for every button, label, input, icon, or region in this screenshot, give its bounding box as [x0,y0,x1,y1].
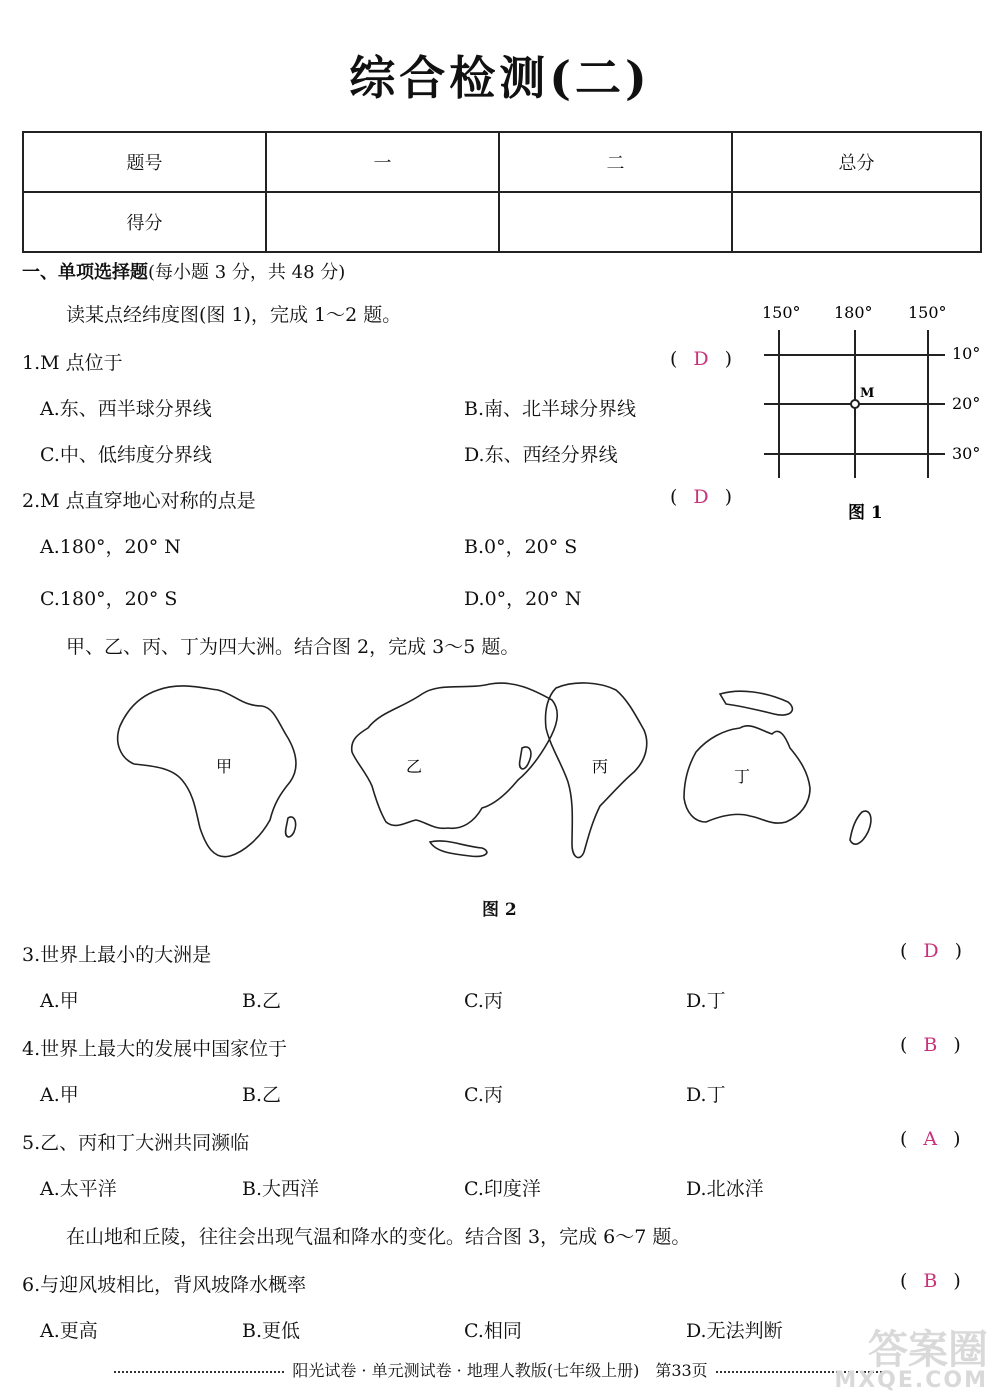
continent-label-jia: 甲 [216,757,233,776]
continent-label-bing: 丙 [592,757,609,776]
q3-option-c: C.丙 [464,990,503,1012]
q2-option-d: D.0°，20° N [464,588,582,610]
q1-option-d: D.东、西经分界线 [464,444,618,466]
q5-option-a: A.太平洋 [40,1178,117,1200]
new-guinea-outline [720,691,792,715]
question-6-answer: ( B ) [900,1270,961,1292]
answer-letter: B [923,1270,938,1292]
question-1-answer: ( D ) [670,348,733,370]
madagascar-outline [286,817,296,837]
q1-option-a: A.东、西半球分界线 [40,398,212,420]
figure-2-continents [110,672,900,872]
new-zealand-outline [850,811,871,844]
question-5-answer: ( A ) [900,1128,961,1150]
indonesia-outline [430,841,487,857]
score-cell-part1 [266,192,499,252]
answer-letter: A [923,1128,938,1150]
q4-option-d: D.丁 [686,1084,726,1106]
question-4-answer: ( B ) [900,1034,961,1056]
figure-1-grid [752,298,992,530]
page-footer [50,1358,950,1381]
q6-option-b: B.更低 [242,1320,301,1342]
header-cell-number: 题号 [23,132,266,192]
q3-option-a: A.甲 [40,990,79,1012]
q4-option-c: C.丙 [464,1084,503,1106]
question-3-stem: 3.世界上最小的大洲是 [22,944,212,966]
answer-letter: D [693,486,709,508]
header-cell-total: 总分 [732,132,981,192]
question-2-stem: 2.M 点直穿地心对称的点是 [22,490,256,512]
question-2-answer: ( D ) [670,486,733,508]
asia-outline [352,683,558,828]
q3-option-d: D.丁 [686,990,726,1012]
q2-option-c: C.180°，20° S [40,588,178,610]
footer-rule-left [114,1371,284,1373]
japan-outline [520,747,531,769]
q4-option-a: A.甲 [40,1084,79,1106]
footer-text: 阳光试卷 · 单元测试卷 · 地理人教版(七年级上册) 第33页 [292,1361,708,1380]
q5-option-d: D.北冰洋 [686,1178,764,1200]
lat-label-20: 20° [952,394,981,413]
answer-letter: D [923,940,939,962]
continent-label-ding: 丁 [734,767,751,786]
intro-1: 读某点经纬度图(图 1)，完成 1～2 题。 [66,304,402,326]
figure-1-caption: 图 1 [848,503,883,523]
page-title: 综合检测(二) [349,51,651,105]
point-m-marker [851,400,859,408]
q6-option-c: C.相同 [464,1320,522,1342]
lon-label-150w: 150° [762,303,801,322]
header-cell-part2: 二 [499,132,732,192]
q1-option-b: B.南、北半球分界线 [464,398,637,420]
q5-option-b: B.大西洋 [242,1178,320,1200]
q2-option-a: A.180°，20° N [40,536,181,558]
header-cell-part1: 一 [266,132,499,192]
watermark-logo: 答案圈 [868,1327,988,1373]
section-note: (每小题 3 分，共 48 分) [148,262,346,283]
score-cell-total [732,192,981,252]
q3-option-b: B.乙 [242,990,282,1012]
score-table [22,131,982,253]
question-1-stem: 1.M 点位于 [22,352,123,374]
lon-label-150e: 150° [908,303,947,322]
lat-label-10: 10° [952,344,981,363]
question-3-answer: ( D ) [900,940,963,962]
africa-outline [118,686,296,857]
intro-3: 在山地和丘陵，往往会出现气温和降水的变化。结合图 3，完成 6～7 题。 [66,1226,691,1248]
question-4-stem: 4.世界上最大的发展中国家位于 [22,1038,288,1060]
section-header [22,258,345,284]
score-label-cell: 得分 [23,192,266,252]
q6-option-a: A.更高 [40,1320,98,1342]
point-m-label: M [860,386,875,401]
continent-label-yi: 乙 [406,757,423,776]
q2-option-b: B.0°，20° S [464,536,578,558]
q1-option-c: C.中、低纬度分界线 [40,444,212,466]
lat-label-30: 30° [952,444,981,463]
answer-letter: D [693,348,709,370]
section-title: 一、单项选择题 [22,262,148,283]
question-5-stem: 5.乙、丙和丁大洲共同濒临 [22,1132,250,1154]
lon-label-180: 180° [834,303,873,322]
score-cell-part2 [499,192,732,252]
figure-2-caption: 图 2 [482,900,517,920]
question-6-stem: 6.与迎风坡相比，背风坡降水概率 [22,1274,307,1296]
answer-letter: B [923,1034,938,1056]
watermark-url: MXQE.COM [834,1368,988,1393]
intro-2: 甲、乙、丙、丁为四大洲。结合图 2，完成 3～5 题。 [66,636,520,658]
q6-option-d: D.无法判断 [686,1320,783,1342]
q4-option-b: B.乙 [242,1084,282,1106]
q5-option-c: C.印度洋 [464,1178,541,1200]
